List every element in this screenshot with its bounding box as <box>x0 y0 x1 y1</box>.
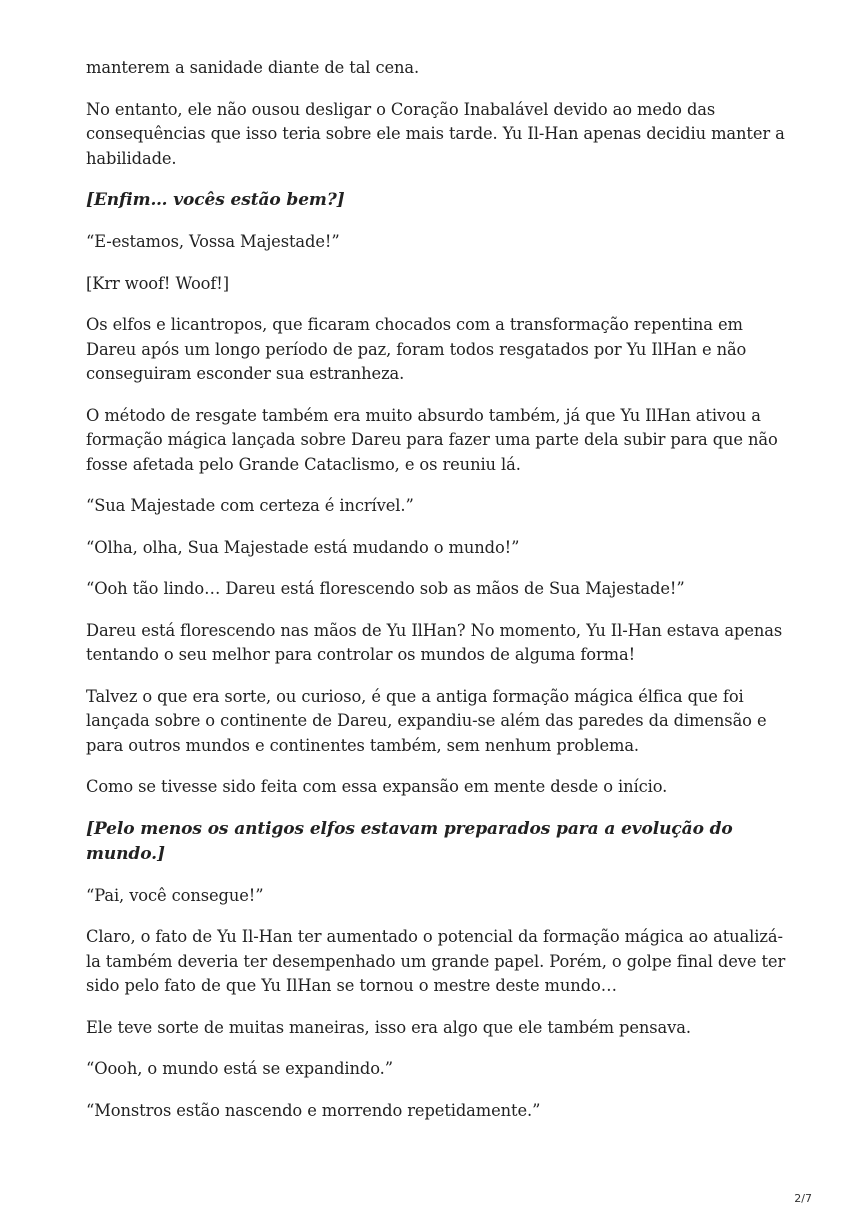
paragraph-7: O método de resgate também era muito absurdo também, já que Yu IlHan ativou a formação mágica lançada sobre Dareu para fazer uma parte dela subir para que não fosse afetada pelo Grande Cataclismo, e os reuniu lá. <box>86 405 778 474</box>
paragraph-8: “Sua Majestade com certeza é incrível.” <box>86 496 414 515</box>
paragraph-15: “Pai, você consegue!” <box>86 885 264 905</box>
paragraph-10: “Ooh tão lindo… Dareu está florescendo sob as mãos de Sua Majestade!” <box>86 579 685 598</box>
paragraph-9: “Olha, olha, Sua Majestade está mudando o mundo!” <box>86 537 520 557</box>
paragraph-19: “Monstros estão nascendo e morrendo repetidamente.” <box>86 1100 541 1120</box>
paragraph-2: No entanto, ele não ousou desligar o Coração Inabalável devido ao medo das consequências que isso teria sobre ele mais tarde. Yu Il-Han apenas decidiu manter a habilidade. <box>86 99 785 168</box>
paragraph-12: Talvez o que era sorte, ou curioso, é que a antiga formação mágica élfica que foi lançada sobre o continente de Dareu, expandiu-se além das paredes da dimensão e para outros mundos e continentes também, sem nenhum problema. <box>86 686 767 755</box>
document-body <box>86 56 786 1140</box>
paragraph-16: Claro, o fato de Yu Il-Han ter aumentado o potencial da formação mágica ao atualizá-la também deveria ter desempenhado um grande papel. Porém, o golpe final deve ter sido pelo fato de que Yu IlHan se tornou o mestre deste mundo… <box>86 927 786 995</box>
paragraph-6: Os elfos e licantropos, que ficaram chocados com a transformação repentina em Dareu após um longo período de paz, foram todos resgatados por Yu IlHan e não conseguiram esconder sua estranheza. <box>86 315 747 383</box>
system-message-1: [Enfim… vocês estão bem?] <box>86 190 345 210</box>
paragraph-5: [Krr woof! Woof!] <box>86 273 229 293</box>
system-message-2: [Pelo menos os antigos elfos estavam preparados para a evolução do mundo.] <box>86 818 733 864</box>
paragraph-13: Como se tivesse sido feita com essa expansão em mente desde o início. <box>86 777 668 796</box>
paragraph-17: Ele teve sorte de muitas maneiras, isso era algo que ele também pensava. <box>86 1017 691 1037</box>
paragraph-4: “E-estamos, Vossa Majestade!” <box>86 232 340 251</box>
paragraph-11: Dareu está florescendo nas mãos de Yu IlHan? No momento, Yu Il-Han estava apenas tentando o seu melhor para controlar os mundos de alguma forma! <box>86 620 783 664</box>
page-number: 2/7 <box>794 1192 812 1205</box>
paragraph-1: manterem a sanidade diante de tal cena. <box>86 58 420 77</box>
paragraph-18: “Oooh, o mundo está se expandindo.” <box>86 1059 393 1078</box>
